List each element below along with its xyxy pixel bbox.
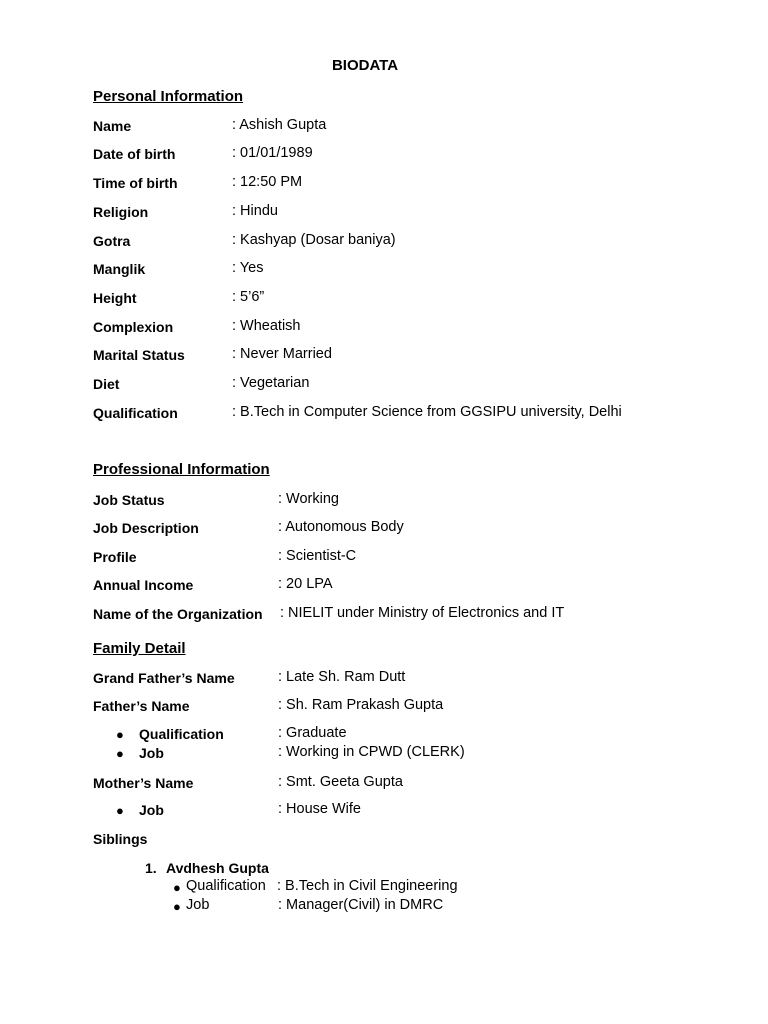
gotra-label: Gotra: [93, 233, 131, 249]
siblings-label: Siblings: [93, 831, 148, 847]
religion-value: : Hindu: [232, 203, 278, 219]
name-value: : Ashish Gupta: [232, 117, 327, 133]
bullet-icon: ●: [173, 899, 181, 914]
mother-job-label: Job: [139, 802, 164, 818]
manglik-label: Manglik: [93, 261, 146, 277]
sibling-qualification-value: : B.Tech in Civil Engineering: [277, 878, 458, 894]
sibling-name: Avdhesh Gupta: [166, 860, 269, 876]
qualification-label: Qualification: [93, 405, 178, 421]
bullet-icon: ●: [116, 727, 124, 742]
father-qualification-value: : Graduate: [278, 725, 347, 741]
father-label: Father’s Name: [93, 698, 190, 714]
sibling-number: 1.: [145, 860, 157, 876]
personal-info-heading: Personal Information: [93, 88, 244, 105]
qualification-value: : B.Tech in Computer Science from GGSIPU university, Delhi: [232, 404, 622, 420]
complexion-value: : Wheatish: [232, 318, 301, 334]
sibling-job-value: : Manager(Civil) in DMRC: [278, 897, 444, 913]
professional-info-heading: Professional Information: [93, 461, 270, 478]
dob-value: : 01/01/1989: [232, 145, 313, 161]
organization-value: : NIELIT under Ministry of Electronics and IT: [280, 605, 565, 621]
bullet-icon: ●: [116, 803, 124, 818]
family-detail-heading: Family Detail: [93, 640, 186, 657]
profile-label: Profile: [93, 549, 137, 565]
manglik-value: : Yes: [232, 260, 264, 276]
sibling-job-label: Job: [186, 897, 210, 913]
job-status-label: Job Status: [93, 492, 165, 508]
job-status-value: : Working: [278, 491, 339, 507]
father-value: : Sh. Ram Prakash Gupta: [278, 697, 444, 713]
mother-job-value: : House Wife: [278, 801, 361, 817]
marital-status-label: Marital Status: [93, 347, 185, 363]
organization-label: Name of the Organization: [93, 606, 263, 622]
gotra-value: : Kashyap (Dosar baniya): [232, 232, 396, 248]
tob-value: : 12:50 PM: [232, 174, 303, 190]
job-description-value: : Autonomous Body: [278, 519, 404, 535]
height-value: : 5’6”: [232, 289, 265, 305]
father-qualification-label: Qualification: [139, 726, 224, 742]
mother-value: : Smt. Geeta Gupta: [278, 774, 403, 790]
father-job-value: : Working in CPWD (CLERK): [278, 744, 465, 760]
religion-label: Religion: [93, 204, 149, 220]
annual-income-label: Annual Income: [93, 577, 194, 593]
father-job-label: Job: [139, 745, 164, 761]
diet-label: Diet: [93, 376, 120, 392]
bullet-icon: ●: [116, 746, 124, 761]
job-description-label: Job Description: [93, 520, 199, 536]
annual-income-value: : 20 LPA: [278, 576, 333, 592]
complexion-label: Complexion: [93, 319, 174, 335]
grandfather-value: : Late Sh. Ram Dutt: [278, 669, 406, 685]
name-label: Name: [93, 118, 132, 134]
mother-label: Mother’s Name: [93, 775, 194, 791]
profile-value: : Scientist-C: [278, 548, 357, 564]
diet-value: : Vegetarian: [232, 375, 310, 391]
marital-status-value: : Never Married: [232, 346, 332, 362]
dob-label: Date of birth: [93, 146, 176, 162]
page-title: BIODATA: [331, 57, 399, 74]
grandfather-label: Grand Father’s Name: [93, 670, 235, 686]
bullet-icon: ●: [173, 880, 181, 895]
height-label: Height: [93, 290, 137, 306]
tob-label: Time of birth: [93, 175, 178, 191]
sibling-qualification-label: Qualification: [186, 878, 266, 894]
